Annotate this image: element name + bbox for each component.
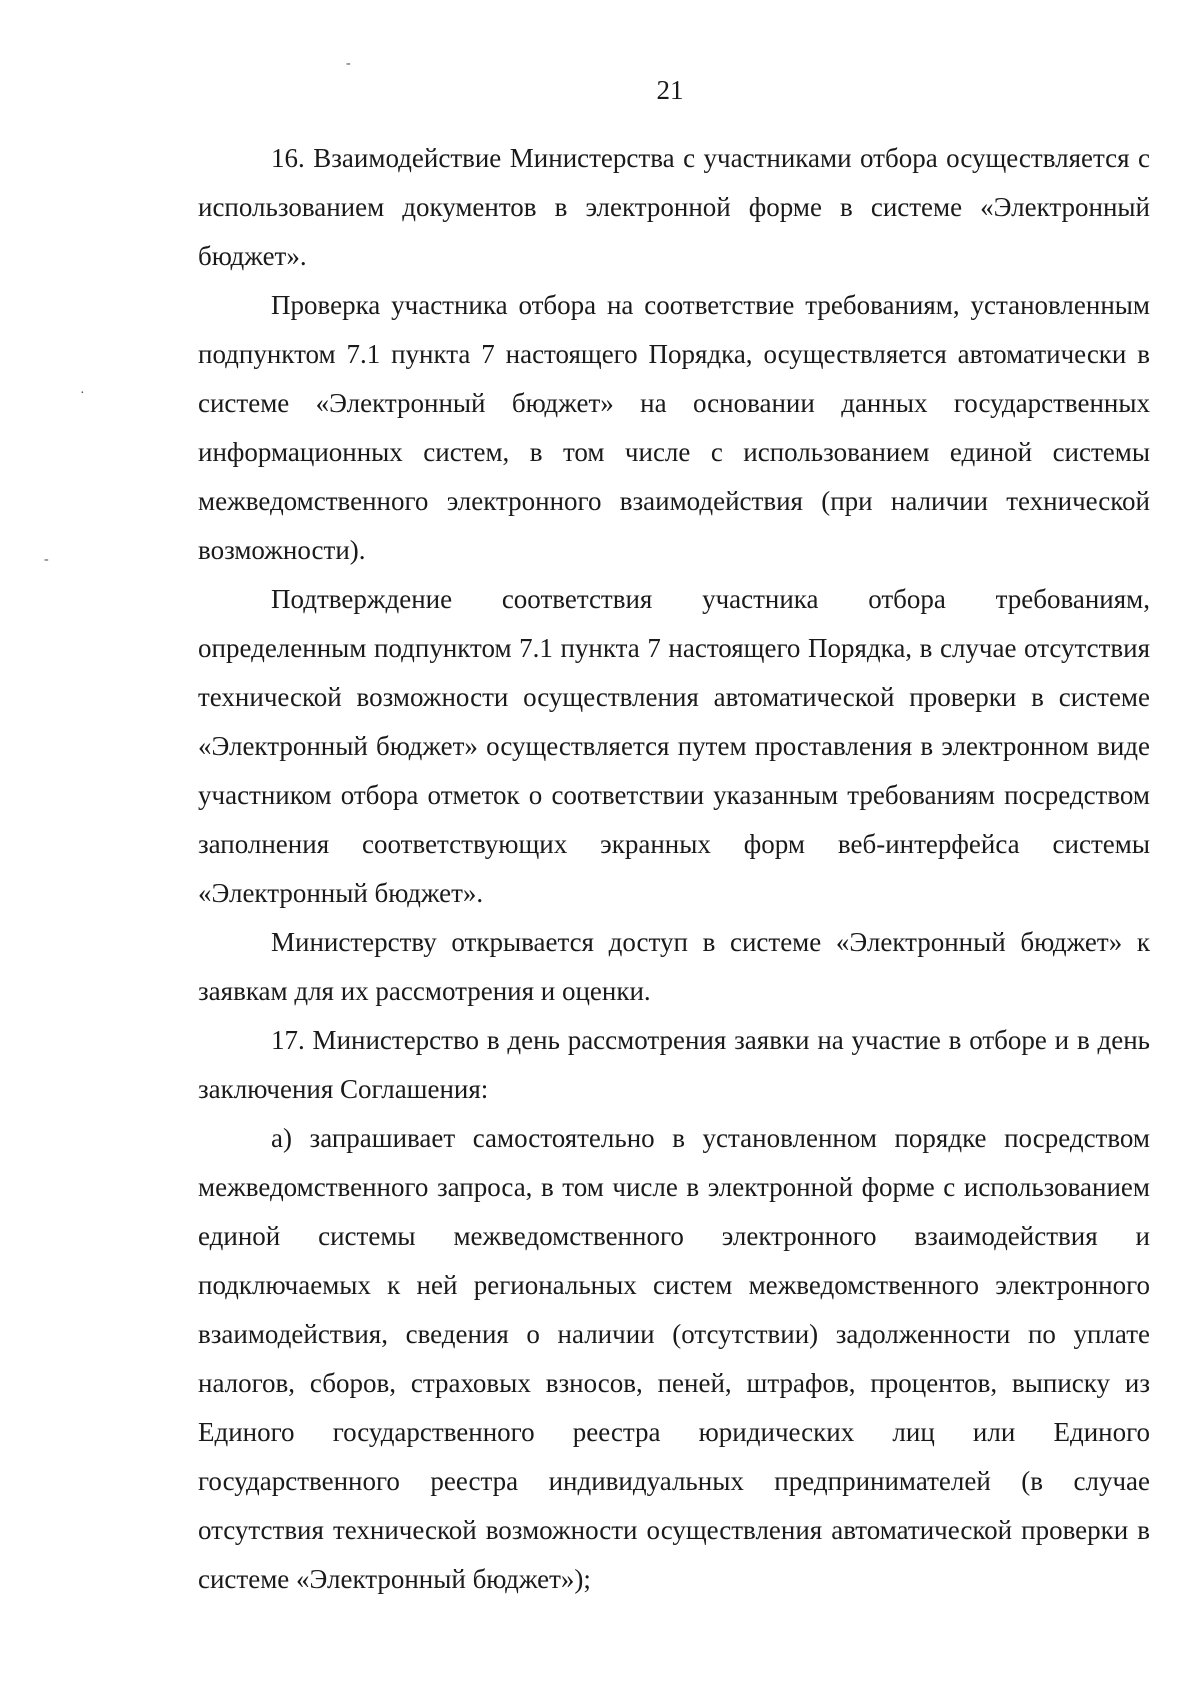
paragraph-confirmation: Подтверждение соответствия участника отбора требованиям, определенным подпунктом 7.1 пункта 7 настоящего Порядка, в случае отсутствия технической возможности осуществления автоматической проверки в системе «Электронный бюджет» осуществляется путем проставления в электронном виде участником отбора отметок о соответствии указанным требованиям посредством заполнения соответствующих экранных форм веб-интерфейса системы «Электронный бюджет». [198,584,1150,908]
paragraph-ministry-access: Министерству открывается доступ в системе «Электронный бюджет» к заявкам для их рассмотрения и оценки. [198,927,1150,1006]
paragraph-16-interaction: 16. Взаимодействие Министерства с участниками отбора осуществляется с использованием документов в электронной форме в системе «Электронный бюджет». [198,143,1150,271]
scan-speck-mark: · [80,386,85,401]
paragraph-17-ministry: 17. Министерство в день рассмотрения заявки на участие в отборе и в день заключения Соглашения: [198,1025,1150,1104]
scan-speck-mark: - [346,56,351,71]
paragraph-automatic-check: Проверка участника отбора на соответствие требованиям, установленным подпунктом 7.1 пункта 7 настоящего Порядка, осуществляется автоматически в системе «Электронный бюджет» на основании данных государственных информационных систем, в том числе с использованием единой системы межведомственного электронного взаимодействия (при наличии технической возможности). [198,290,1150,565]
document-body [198,134,1150,1604]
paragraph-17a-request: а) запрашивает самостоятельно в установленном порядке посредством межведомственного запроса, в том числе в электронной форме с использованием единой системы межведомственного электронного взаимодействия и подключаемых к ней региональных систем межведомственного электронного взаимодействия, сведения о наличии (отсутствии) задолженности по уплате налогов, сборов, страховых взносов, пеней, штрафов, процентов, выписку из Единого государственного реестра юридических лиц или Единого государственного реестра индивидуальных предпринимателей (в случае отсутствия технической возможности осуществления автоматической проверки в системе «Электронный бюджет»); [198,1123,1150,1594]
scan-speck-mark: - [44,552,49,567]
page-number: 21 [656,75,684,105]
